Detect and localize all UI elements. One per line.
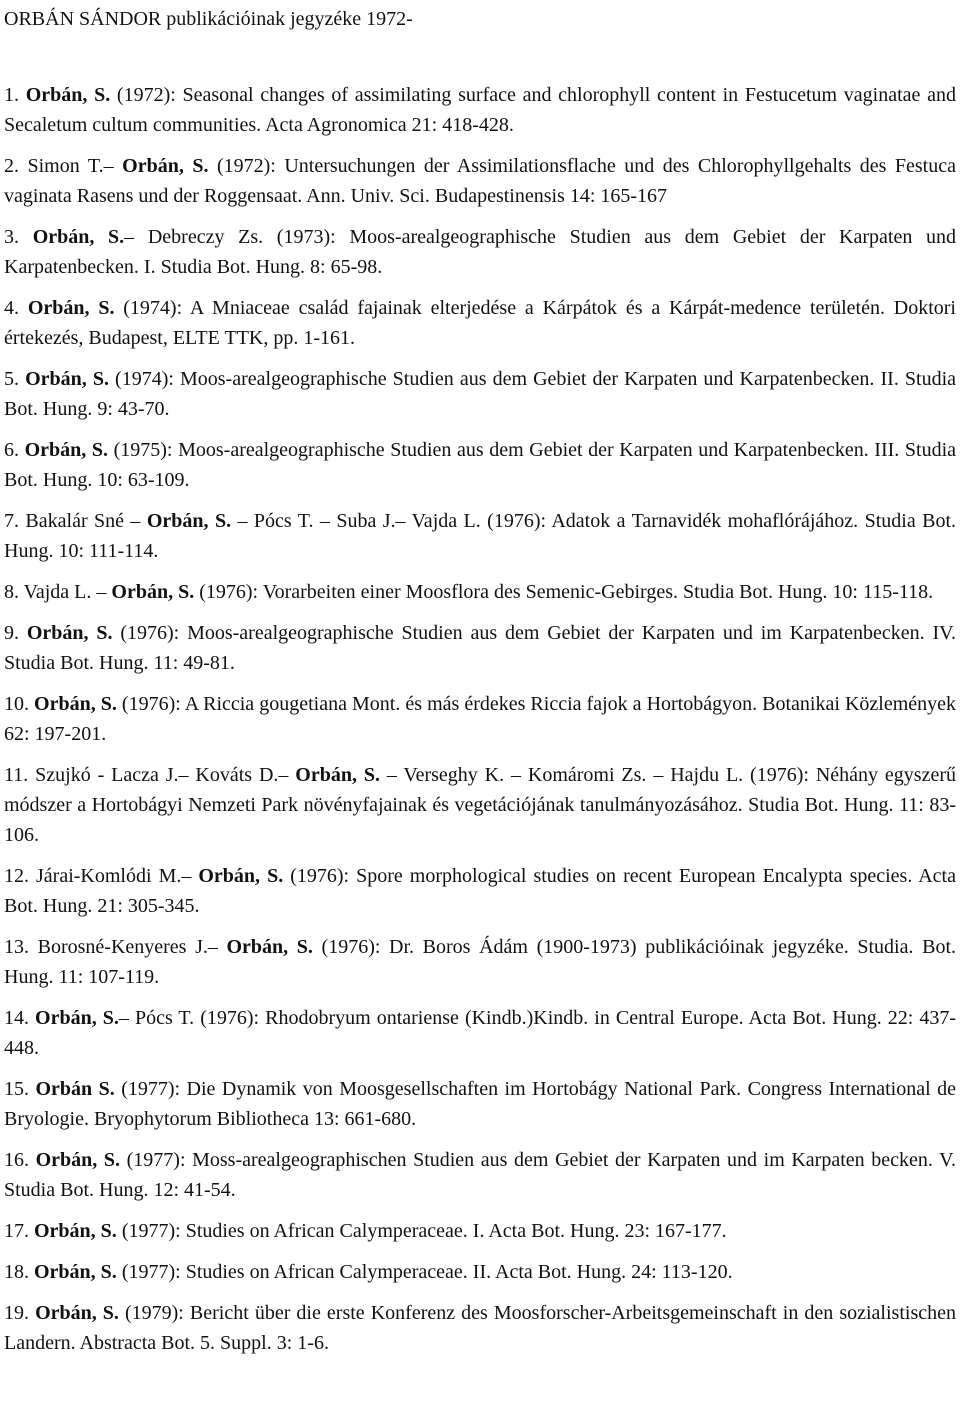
publication-entry [4,618,956,678]
author-name-bold: Orbán, S. [35,1149,121,1171]
publication-list [4,80,956,1358]
author-name-bold: Orbán, S. [24,439,109,461]
entry-text: (1976): Spore morphological studies on recent European Encalypta species. Acta Bot. Hung. 21: 305-345. [4,865,956,917]
publication-entry [4,760,956,850]
publication-entry [4,689,956,749]
entry-text: (1976): Dr. Boros Ádám (1900-1973) publikációinak jegyzéke. Studia. Bot. Hung. 11: 107-119. [4,936,957,988]
author-name-bold: Orbán, S. [34,1261,117,1283]
publication-entry [4,1257,956,1287]
publication-entry [4,80,956,140]
entry-text: 10. [4,693,35,715]
entry-text: 9. [4,622,27,644]
entry-text: (1977): Studies on African Calymperaceae. II. Acta Bot. Hung. 24: 113-120. [116,1261,733,1283]
entry-text: 19. [4,1302,36,1324]
author-name-bold: Orbán, S. [295,764,380,786]
publication-entry [4,222,956,282]
entry-text: (1977): Moss-arealgeographischen Studien aus dem Gebiet der Karpaten und im Karpaten becken. V. Studia Bot. Hung. 12: 41-54. [4,1149,956,1201]
publication-entry [4,435,956,495]
author-name-bold: Orbán, S. [198,865,284,887]
publication-entry [4,1145,956,1205]
entry-text: 5. [4,368,26,390]
author-name-bold: Orbán, S. [111,581,195,603]
entry-text: (1976): Moos-arealgeographische Studien aus dem Gebiet der Karpaten und im Karpatenbecken. IV. Studia Bot. Hung. 11: 49-81. [4,622,956,674]
entry-text: – Pócs T. (1976): Rhodobryum ontariense (Kindb.)Kindb. in Central Europe. Acta Bot. Hung. 22: 437-448. [4,1007,957,1059]
author-name-bold: Orbán, S. [35,1007,119,1029]
entry-text: (1976): A Riccia gougetiana Mont. és más érdekes Riccia fajok a Hortobágyon. Botanikai Közlemények 62: 197-201. [4,693,957,745]
author-name-bold: Orbán, S. [146,510,232,532]
publication-entry [4,1216,956,1246]
publication-entry [4,932,956,992]
author-name-bold: Orbán, S. [34,693,117,715]
entry-text: 12. Járai-Komlódi M.– [4,865,199,887]
author-name-bold: Orbán, S. [25,84,111,106]
document-title: ORBÁN SÁNDOR publikációinak jegyzéke 1972- [4,8,413,30]
publication-entry [4,506,956,566]
entry-text: (1974): Moos-arealgeographische Studien aus dem Gebiet der Karpaten und Karpatenbecken. II. Studia Bot. Hung. 9: 43-70. [4,368,956,420]
author-name-bold: Orbán, S. [26,622,113,644]
entry-text: (1977): Die Dynamik von Moosgesellschaften im Hortobágy National Park. Congress International de Bryologie. Bryophytorum Bibliotheca 13: 661-680. [4,1078,956,1130]
entry-text: (1977): Studies on African Calymperaceae. I. Acta Bot. Hung. 23: 167-177. [116,1220,727,1242]
entry-text: 17. [4,1220,34,1242]
document-page [4,0,956,1358]
entry-text: (1972): Seasonal changes of assimilating surface and chlorophyll content in Festucetum vaginatae and Secaletum cultum communities. Acta Agronomica 21: 418-428. [4,84,956,136]
author-name-bold: Orbán, S. [122,155,209,177]
entry-text: 6. [4,439,25,461]
publication-entry [4,861,956,921]
entry-text: 7. Bakalár Sné – [4,510,147,532]
publication-entry [4,364,956,424]
author-name-bold: Orbán, S. [226,936,313,958]
entry-text: – Debreczy Zs. (1973): Moos-arealgeographische Studien aus dem Gebiet der Karpaten und Karpatenbecken. I. Studia Bot. Hung. 8: 65-98. [4,226,957,278]
entry-text: (1972): Untersuchungen der Assimilationsflache und des Chlorophyllgehalts des Festuca vaginata Rasens und der Roggensaat. Ann. Univ. Sci. Budapestinensis 14: 165-167 [4,155,956,207]
entry-text: – Verseghy K. – Komáromi Zs. – Hajdu L. (1976): Néhány egyszerű módszer a Hortobágyi Nemzeti Park növényfajainak és vegetációjának tanulmányozásához. Studia Bot. Hung. 11: 83-106. [4,764,956,846]
publication-entry [4,1074,956,1134]
author-name-bold: Orbán, S. [35,1302,119,1324]
author-name-bold: Orbán, S. [34,1220,117,1242]
entry-text: (1976): Vorarbeiten einer Moosflora des Semenic-Gebirges. Studia Bot. Hung. 10: 115-118. [194,581,934,603]
entry-text: 16. [4,1149,36,1171]
publication-entry [4,577,956,607]
entry-text: 14. [4,1007,36,1029]
publication-entry [4,151,956,211]
publication-entry [4,1298,956,1358]
publication-entry [4,293,956,353]
publication-entry [4,1003,956,1063]
entry-text: 18. [4,1261,34,1283]
entry-text: 13. Borosné-Kenyeres J.– [4,936,227,958]
entry-text: 15. [4,1078,36,1100]
entry-text: 11. Szujkó - Lacza J.– Kováts D.– [4,764,296,786]
author-name-bold: Orbán, S. [32,226,125,248]
entry-text: 1. [4,84,26,106]
entry-text: 3. [4,226,33,248]
author-name-bold: Orbán S. [35,1078,115,1100]
entry-text: – Pócs T. – Suba J.– Vajda L. (1976): Adatok a Tarnavidék mohaflórájához. Studia Bot. Hung. 10: 111-114. [4,510,957,562]
author-name-bold: Orbán, S. [25,368,109,390]
author-name-bold: Orbán, S. [27,297,115,319]
entry-text: (1979): Bericht über die erste Konferenz des Moosforscher-Arbeitsgemeinschaft in den sozialistischen Landern. Abstracta Bot. 5. Suppl. 3: 1-6. [4,1302,956,1354]
entry-text: 4. [4,297,28,319]
entry-text: 8. Vajda L. – [4,581,112,603]
entry-text: (1974): A Mniaceae család fajainak elterjedése a Kárpátok és a Kárpát-medence területén. Doktori értekezés, Budapest, ELTE TTK, pp. 1-161. [4,297,956,349]
entry-text: (1975): Moos-arealgeographische Studien aus dem Gebiet der Karpaten und Karpatenbecken. III. Studia Bot. Hung. 10: 63-109. [4,439,957,491]
entry-text: 2. Simon T.– [4,155,123,177]
